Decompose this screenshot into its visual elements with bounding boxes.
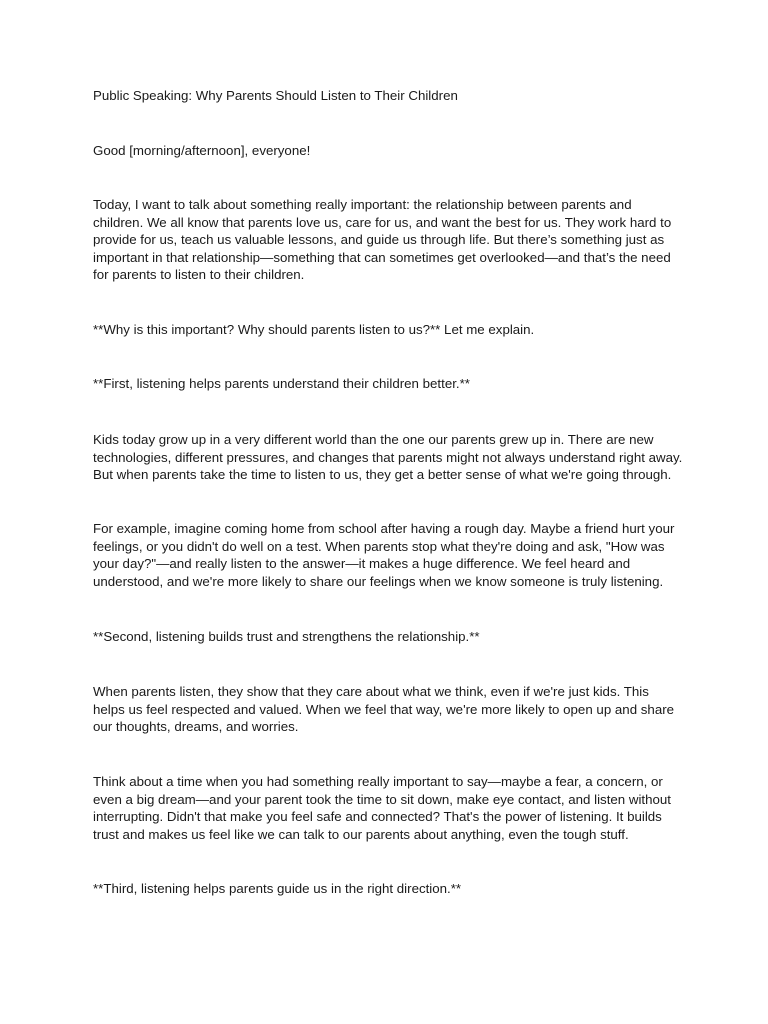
heading-first-point: **First, listening helps parents understand their children better.** — [93, 376, 470, 391]
paragraph-question: **Why is this important? Why should parents listen to us?** Let me explain. — [93, 322, 535, 337]
document-title: Public Speaking: Why Parents Should Listen to Their Children — [93, 88, 458, 103]
paragraph-rough-day: For example, imagine coming home from school after having a rough day. Maybe a friend hurt your feelings, or you didn't do well on a test. When parents stop what they're doing and ask, "How was your day?"—and really listen to the answer—it makes a huge difference. We feel heard and understood, and we're more likely to share our feelings when we know someone is truly listening. — [93, 521, 675, 589]
heading-third-point: **Third, listening helps parents guide us in the right direction.** — [93, 881, 462, 896]
greeting: Good [morning/afternoon], everyone! — [93, 143, 311, 158]
paragraph-different-world: Kids today grow up in a very different world than the one our parents grew up in. There are new technologies, different pressures, and changes that parents might not always understand right away. But when parents take the time to listen to us, they get a better sense of what we're going through. — [93, 432, 683, 483]
paragraph-power-of-listening: Think about a time when you had something really important to say—maybe a fear, a concern, or even a big dream—and your parent took the time to sit down, make eye contact, and listen without interrupting. Didn't that make you feel safe and connected? That's the power of listening. It builds trust and makes us feel like we can talk to our parents about anything, even the tough stuff. — [93, 774, 671, 842]
paragraph-intro: Today, I want to talk about something really important: the relationship between parents and children. We all know that parents love us, care for us, and want the best for us. They work hard to provide for us, teach us valuable lessons, and guide us through life. But there’s something just as important in that relationship—something that can sometimes get overlooked—and that’s the need for parents to listen to their children. — [93, 197, 672, 283]
paragraph-respected: When parents listen, they show that they care about what we think, even if we're just kids. This helps us feel respected and valued. When we feel that way, we're more likely to open up and share our thoughts, dreams, and worries. — [93, 684, 675, 735]
heading-second-point: **Second, listening builds trust and strengthens the relationship.** — [93, 629, 480, 644]
